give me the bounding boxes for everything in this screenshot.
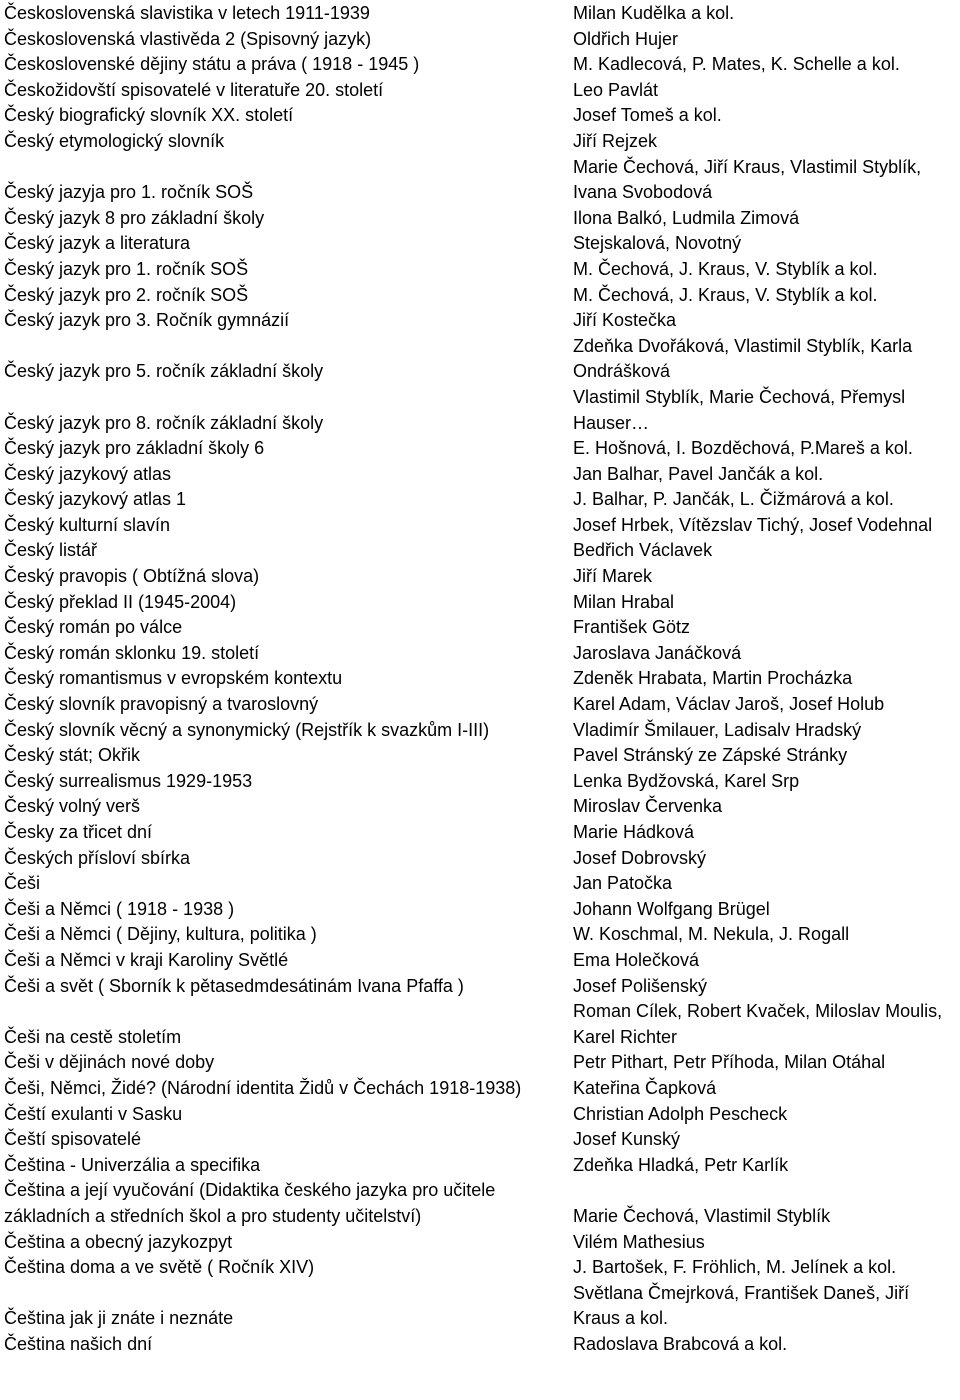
book-author: Jiří Kostečka [573,310,677,331]
book-author: Milan Hrabal [573,591,675,612]
book-title: Češi a Němci ( 1918 - 1938 ) [4,898,235,919]
book-author: Radoslava Brabcová a kol. [573,1333,788,1354]
book-author: Světlana Čmejrková, František Daneš, Jiří Kraus a kol. [573,1282,910,1329]
table-row [4,1230,960,1256]
book-title: Češi a Němci v kraji Karoliny Světlé [4,949,289,970]
table-row [4,615,960,641]
book-author: Ilona Balkó, Ludmila Zimová [573,207,800,228]
book-title: Český román po válce [4,617,183,638]
book-title: Český volný verš [4,796,141,817]
table-row [4,206,960,232]
table-row [4,769,960,795]
table-row [4,1,960,27]
book-title: Český jazyk a literatura [4,233,191,254]
book-author: Josef Kunský [573,1129,681,1150]
book-title: Československé dějiny státu a práva ( 1918 - 1945 ) [4,54,420,75]
table-row [4,718,960,744]
table-row [4,283,960,309]
table-row [4,436,960,462]
book-author: Leo Pavlát [573,79,659,100]
table-row [4,1153,960,1179]
book-author: Zdeňka Dvořáková, Vlastimil Styblík, Karla Ondrášková [573,335,913,382]
book-title: Český jazyk pro 3. Ročník gymnázií [4,310,290,331]
book-author: Josef Dobrovský [573,847,707,868]
table-row [4,487,960,513]
table-row [4,334,960,385]
book-author: Jan Balhar, Pavel Jančák a kol. [573,463,824,484]
book-title: Český překlad II (1945-2004) [4,591,237,612]
book-title: Český jazyk pro 2. ročník SOŠ [4,284,249,305]
book-title: Čeština a obecný jazykozpyt [4,1231,233,1252]
book-title: Český surrealismus 1929-1953 [4,770,253,791]
book-title: Čeští spisovatelé [4,1129,142,1150]
book-author: Josef Tomeš a kol. [573,105,722,126]
book-title: Češi, Němci, Židé? (Národní identita Židů v Čechách 1918-1938) [4,1077,522,1098]
table-row [4,666,960,692]
table-row [4,1076,960,1102]
book-title: Český jazyja pro 1. ročník SOŠ [4,182,254,203]
book-title: Český pravopis ( Obtížná slova) [4,566,260,587]
book-author: M. Čechová, J. Kraus, V. Styblík a kol. [573,258,878,279]
table-row [4,27,960,53]
book-author: Zdeňka Hladká, Petr Karlík [573,1154,789,1175]
table-row [4,948,960,974]
table-row [4,103,960,129]
table-row [4,846,960,872]
table-row [4,974,960,1000]
book-author: Lenka Bydžovská, Karel Srp [573,770,800,791]
book-title: Češi na cestě stoletím [4,1026,182,1047]
table-row [4,1255,960,1281]
book-title: Československá slavistika v letech 1911-1939 [4,3,370,23]
book-list-body [4,1,960,1357]
book-author: Bedřich Václavek [573,540,713,561]
book-author: E. Hošnová, I. Bozděchová, P.Mareš a kol. [573,438,913,459]
book-title: Češi a Němci ( Dějiny, kultura, politika ) [4,924,317,945]
book-title: Český jazyk 8 pro základní školy [4,207,265,228]
book-author: Ema Holečková [573,949,700,970]
table-row [4,820,960,846]
book-author: M. Čechová, J. Kraus, V. Styblík a kol. [573,284,878,305]
table-row [4,52,960,78]
book-title: Český jazyk pro 5. ročník základní školy [4,361,324,382]
book-author: Johann Wolfgang Brügel [573,898,770,919]
book-author: J. Bartošek, F. Fröhlich, M. Jelínek a kol. [573,1257,897,1278]
book-author: Roman Cílek, Robert Kvaček, Miloslav Moulis, Karel Richter [573,1001,943,1047]
table-row [4,922,960,948]
book-author: Karel Adam, Václav Jaroš, Josef Holub [573,694,885,715]
book-title: Čeští exulanti v Sasku [4,1103,183,1124]
table-row [4,308,960,334]
book-title: Český romantismus v evropském kontextu [4,668,343,689]
book-list-table [4,1,960,1357]
book-author: Pavel Stránský ze Zápské Stránky [573,745,848,766]
book-title: Český jazyk pro základní školy 6 [4,438,265,459]
book-title: Čeština a její vyučování (Didaktika českého jazyka pro učitele základních a středních škol a pro studenty učitelství) [4,1180,496,1226]
book-title: Český jazyk pro 8. ročník základní školy [4,412,324,433]
book-author: Miroslav Červenka [573,796,723,817]
book-author: Milan Kudělka a kol. [573,3,735,23]
book-author: Jaroslava Janáčková [573,642,742,663]
book-author: Jan Patočka [573,873,673,894]
book-author: Christian Adolph Pescheck [573,1103,788,1124]
book-title: Česky za třicet dní [4,822,153,842]
book-title: Čeština jak ji znáte i neznáte [4,1308,234,1329]
book-title: Český slovník pravopisný a tvaroslovný [4,694,319,715]
table-row [4,385,960,436]
table-row [4,1281,960,1332]
book-title: Českožidovští spisovatelé v literatuře 20. století [4,79,384,100]
book-author: Oldřich Hujer [573,28,679,49]
book-author: Vladimír Šmilauer, Ladisalv Hradský [573,719,862,740]
table-row [4,692,960,718]
book-title: Český listář [4,540,98,561]
book-author: Josef Hrbek, Vítězslav Tichý, Josef Vodehnal [573,514,933,535]
book-author: František Götz [573,617,691,638]
book-title: Český etymologický slovník [4,130,225,151]
table-row [4,129,960,155]
book-author: W. Koschmal, M. Nekula, J. Rogall [573,924,850,945]
table-row [4,1102,960,1128]
book-author: Kateřina Čapková [573,1077,717,1098]
table-row [4,641,960,667]
book-title: Československá vlastivěda 2 (Spisovný jazyk) [4,28,372,49]
book-author: Marie Hádková [573,822,695,842]
book-author: Zdeněk Hrabata, Martin Procházka [573,668,853,689]
book-title: Český stát; Okřik [4,745,141,766]
table-row [4,231,960,257]
table-row [4,513,960,539]
table-row [4,78,960,104]
book-author: Jiří Rejzek [573,130,658,151]
table-row [4,999,960,1050]
table-row [4,590,960,616]
table-row [4,564,960,590]
table-row [4,462,960,488]
book-author: Vilém Mathesius [573,1231,705,1252]
book-title: Český jazykový atlas [4,463,172,484]
book-author: Vlastimil Styblík, Marie Čechová, Přemysl Hauser… [573,386,906,433]
table-row [4,1332,960,1358]
book-author: Jiří Marek [573,566,653,587]
book-title: Českých přísloví sbírka [4,847,191,868]
book-author: Stejskalová, Novotný [573,233,742,254]
book-title: Český jazykový atlas 1 [4,489,187,510]
table-row [4,1127,960,1153]
table-row [4,257,960,283]
book-author: Josef Polišenský [573,975,708,996]
book-title: Češi a svět ( Sborník k pětasedmdesátinám Ivana Pfaffa ) [4,975,464,996]
book-title: Český román sklonku 19. století [4,642,260,663]
book-title: Český biografický slovník XX. století [4,105,294,126]
book-author: Marie Čechová, Vlastimil Styblík [573,1205,831,1226]
table-row [4,897,960,923]
table-row [4,871,960,897]
book-author: Petr Pithart, Petr Příhoda, Milan Otáhal [573,1052,886,1073]
table-row [4,155,960,206]
book-title: Český jazyk pro 1. ročník SOŠ [4,258,249,279]
book-title: Čeština - Univerzália a specifika [4,1154,261,1175]
book-title: Češi [4,873,41,894]
book-title: Český kulturní slavín [4,514,171,535]
table-row [4,1050,960,1076]
table-row [4,743,960,769]
table-row [4,1178,960,1229]
book-author: M. Kadlecová, P. Mates, K. Schelle a kol. [573,54,900,75]
book-author: J. Balhar, P. Jančák, L. Čižmárová a kol. [573,489,894,510]
book-title: Čeština doma a ve světě ( Ročník XIV) [4,1257,315,1278]
book-title: Čeština našich dní [4,1333,153,1354]
book-title: Český slovník věcný a synonymický (Rejstřík k svazkům I-III) [4,719,490,740]
table-row [4,794,960,820]
table-row [4,538,960,564]
book-title: Češi v dějinách nové doby [4,1052,215,1073]
book-author: Marie Čechová, Jiří Kraus, Vlastimil Styblík, Ivana Svobodová [573,156,922,203]
